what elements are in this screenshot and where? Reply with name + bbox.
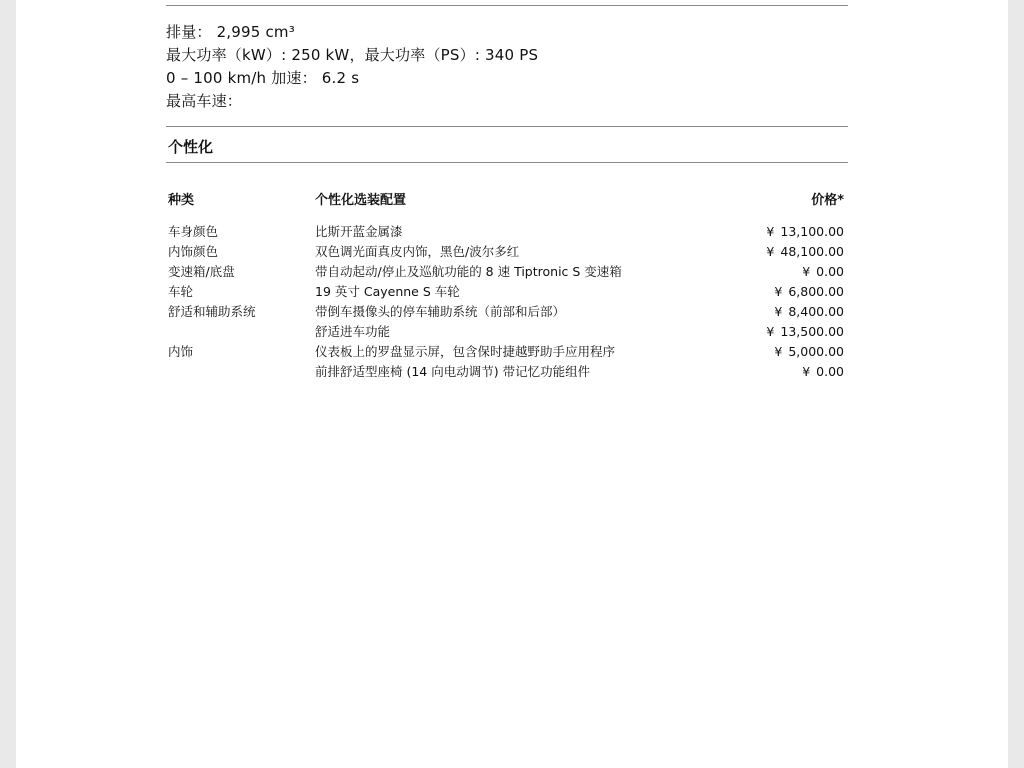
row-price <box>802 362 844 382</box>
table-row <box>16 282 1008 302</box>
currency-symbol: ¥ <box>766 324 775 339</box>
section-bottom-divider <box>166 162 848 163</box>
currency-symbol: ¥ <box>774 344 783 359</box>
row-option: 舒适进车功能 <box>315 324 391 339</box>
table-row <box>16 262 1008 282</box>
row-option: 比斯开蓝金属漆 <box>315 224 403 239</box>
row-option: 带自动起动/停止及巡航功能的 8 速 Tiptronic S 变速箱 <box>315 264 622 279</box>
document-page <box>16 0 1008 768</box>
row-price <box>774 282 844 302</box>
currency-symbol: ¥ <box>766 224 775 239</box>
row-category: 内饰 <box>168 344 194 359</box>
spec-max-power: 最大功率（kW）: 250 kW，最大功率（PS）: 340 PS <box>166 46 539 64</box>
section-title: 个性化 <box>168 138 214 156</box>
currency-symbol: ¥ <box>774 304 783 319</box>
row-price <box>802 262 844 282</box>
table-row <box>16 322 1008 342</box>
row-price-value: 48,100.00 <box>780 244 844 259</box>
row-option: 仪表板上的罗盘显示屏，包含保时捷越野助手应用程序 <box>315 344 616 359</box>
row-category: 内饰颜色 <box>168 244 219 259</box>
currency-symbol: ¥ <box>774 284 783 299</box>
row-category: 变速箱/底盘 <box>168 264 235 279</box>
spec-displacement: 排量： 2,995 cm³ <box>166 23 295 41</box>
currency-symbol: ¥ <box>802 364 811 379</box>
section-top-divider <box>166 126 848 127</box>
row-option: 19 英寸 Cayenne S 车轮 <box>315 284 460 299</box>
row-price-value: 6,800.00 <box>788 284 844 299</box>
row-price <box>766 322 844 342</box>
row-price-value: 13,100.00 <box>780 224 844 239</box>
row-price-value: 0.00 <box>816 364 844 379</box>
row-price-value: 5,000.00 <box>788 344 844 359</box>
currency-symbol: ¥ <box>766 244 775 259</box>
row-price <box>766 222 844 242</box>
spec-acceleration: 0 – 100 km/h 加速： 6.2 s <box>166 69 360 87</box>
row-price-value: 13,500.00 <box>780 324 844 339</box>
row-category: 舒适和辅助系统 <box>168 304 256 319</box>
table-row <box>16 362 1008 382</box>
column-header-category: 种类 <box>168 193 195 208</box>
currency-symbol: ¥ <box>802 264 811 279</box>
table-row <box>16 342 1008 362</box>
row-option: 带倒车摄像头的停车辅助系统（前部和后部） <box>315 304 566 319</box>
row-price-value: 0.00 <box>816 264 844 279</box>
row-category: 车身颜色 <box>168 224 219 239</box>
spec-top-speed: 最高车速： <box>166 92 243 110</box>
row-option: 前排舒适型座椅 (14 向电动调节) 带记忆功能组件 <box>315 364 591 379</box>
row-price-value: 8,400.00 <box>788 304 844 319</box>
row-category: 车轮 <box>168 284 194 299</box>
top-divider <box>166 5 848 6</box>
column-header-price: 价格* <box>811 193 844 208</box>
row-price <box>774 302 844 322</box>
column-header-option: 个性化选装配置 <box>315 193 407 208</box>
row-option: 双色调光面真皮内饰，黑色/波尔多红 <box>315 244 520 259</box>
row-price <box>774 342 844 362</box>
table-row <box>16 302 1008 322</box>
table-row <box>16 222 1008 242</box>
row-price <box>766 242 844 262</box>
table-row <box>16 242 1008 262</box>
